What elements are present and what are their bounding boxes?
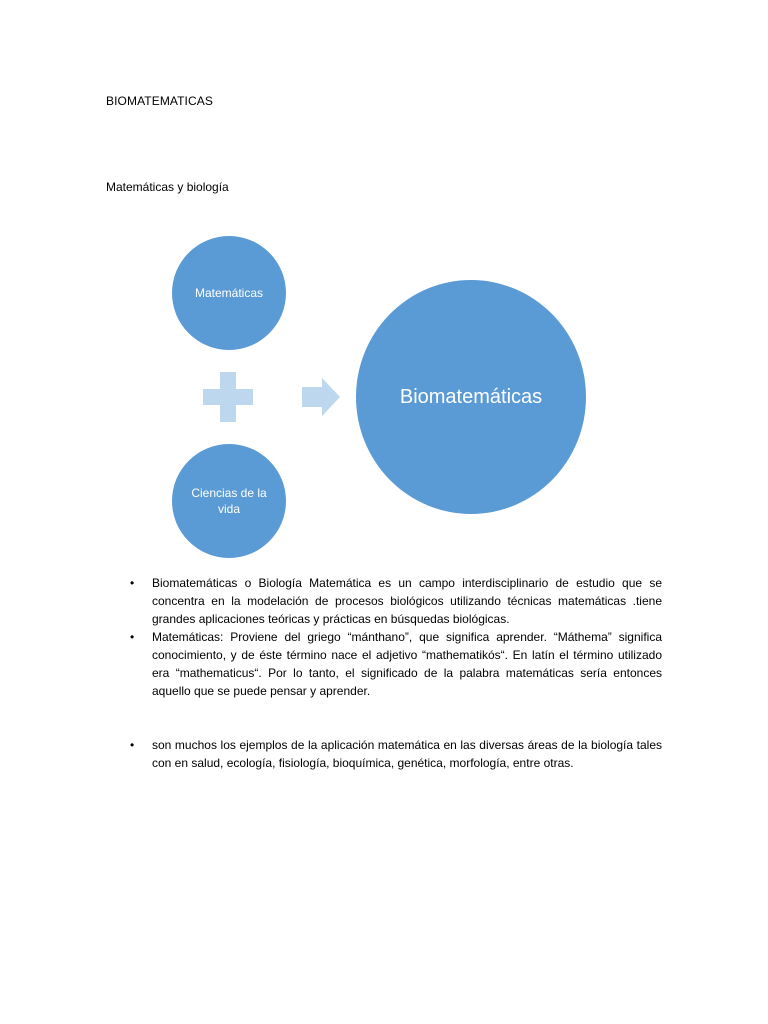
bullet-marker: • (130, 738, 135, 752)
list-item (106, 736, 662, 772)
list-item-text: Matemáticas: Proviene del griego “mánthano”, que significa aprender. “Máthema” significa conocimiento, y de éste término nace el adjetivo “mathematikós“. En latín el término utilizado era “mathematicus“. Por lo tanto, el significado de la palabra matemáticas sería entonces aquello que se puede pensar y aprender. (152, 630, 662, 698)
circle-ciencias-vida-label: Ciencias de la vida (191, 486, 267, 516)
plus-icon (203, 372, 253, 422)
bullet-marker: • (130, 576, 135, 590)
circle-biomatematicas (356, 280, 586, 514)
list-item-text: son muchos los ejemplos de la aplicación matemática en las diversas áreas de la biología tales con en salud, ecología, fisiología, bioquímica, genética, morfología, entre otras. (152, 738, 662, 770)
list-item (106, 628, 662, 700)
circle-ciencias-vida (172, 444, 286, 558)
circle-matematicas-label: Matemáticas (194, 286, 264, 300)
bullet-list (106, 574, 662, 772)
arrow-right-icon (302, 378, 342, 416)
circle-biomatematicas-label: Biomatemáticas (399, 385, 543, 408)
list-item-text: Biomatemáticas o Biología Matemática es un campo interdisciplinario de estudio que se concentra en la modelación de procesos biológicos utilizando técnicas matemáticas .tiene grandes aplicaciones teóricas y prácticas en búsquedas biológicas. (152, 576, 662, 626)
document-title: BIOMATEMATICAS (106, 94, 213, 108)
document-subtitle: Matemáticas y biología (106, 180, 229, 194)
bullet-marker: • (130, 630, 135, 644)
circle-matematicas (172, 236, 286, 350)
list-item (106, 574, 662, 628)
